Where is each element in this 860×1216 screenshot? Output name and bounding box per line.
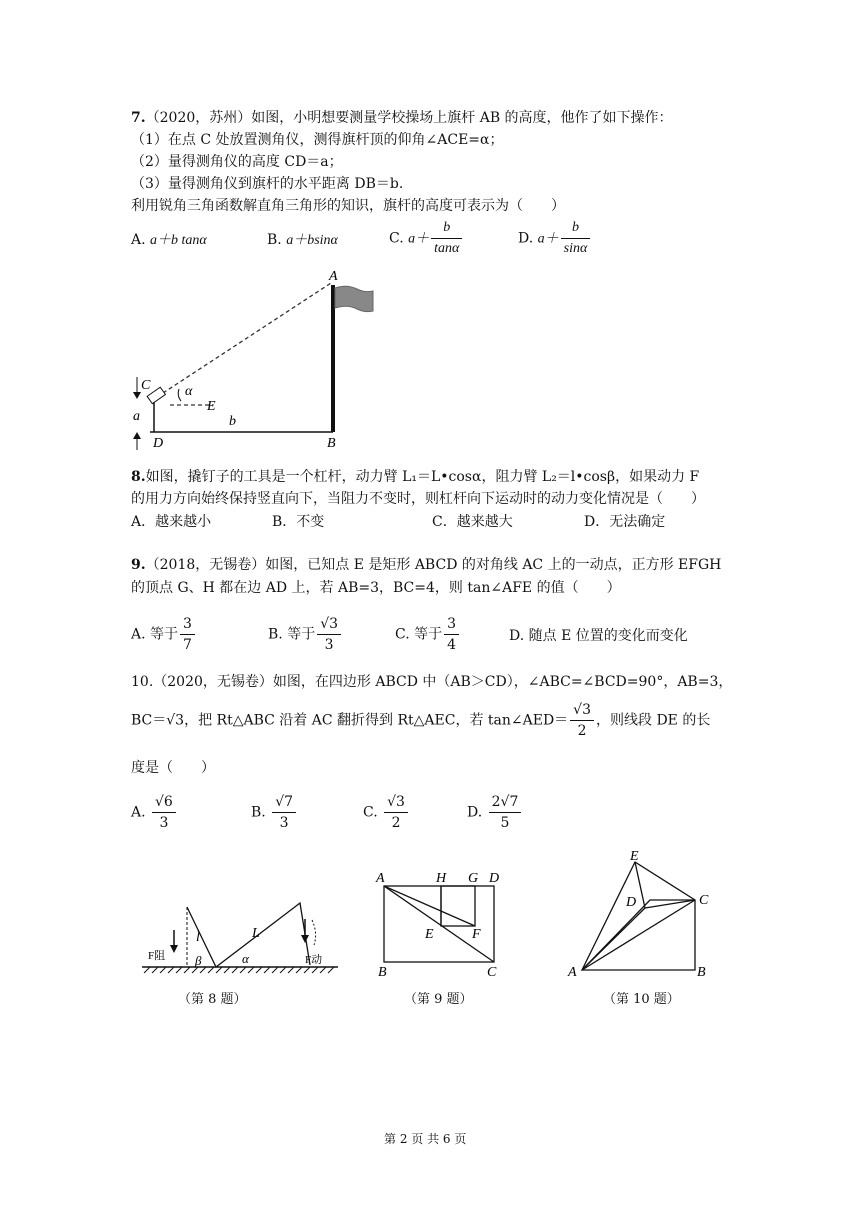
q8-stem: 如图，撬钉子的工具是一个杠杆，动力臂 L₁＝L•cosα，阻力臂 L₂＝l•cosβ，如果动力 F (145, 469, 700, 485)
q9-label-e: E (425, 927, 434, 942)
q10-label-a: A (568, 965, 577, 980)
q7-line3: （2）量得测角仪的高度 CD＝a； (131, 154, 343, 170)
q9-label-g: G (468, 871, 479, 886)
q9-label-a: A (376, 871, 385, 886)
q9-figure-caption: （第 9 题） (404, 992, 473, 1007)
q7-number: 7. (131, 110, 146, 126)
q8-option-b: B．不变 (272, 514, 325, 530)
q9-option-c: C. 等于 $\frac{3}{4}$ (395, 614, 461, 655)
q7-label-a: A (329, 269, 338, 284)
q9-label-h: H (436, 871, 447, 886)
q10-option-d: D. $\frac{2√7}{5}$ (467, 792, 523, 833)
q8-label-alpha: α (242, 951, 249, 966)
q9-number: 9. (131, 557, 146, 573)
q7-label-d: D (153, 436, 164, 450)
q7-line4: （3）量得测角仪到旗杆的水平距离 DB＝b. (131, 176, 404, 192)
q10-figure (560, 848, 720, 982)
q8-label-big-l: L (252, 926, 260, 941)
q9-label-d: D (489, 871, 500, 886)
q8-label-f-power: F动 (305, 954, 323, 966)
q8-label-f-resist: F阻 (148, 950, 166, 962)
q10-label-e: E (630, 849, 639, 864)
q7-option-d: D. a＋ $\frac{b}{\sin\alpha}$ (518, 218, 592, 259)
q8-figure-caption: （第 8 题） (178, 992, 247, 1007)
q10-figure-caption: （第 10 题） (603, 992, 680, 1007)
q9-line1 (131, 555, 721, 575)
q10-line3: 度是（ ） (131, 760, 215, 776)
q10-label-c: C (699, 893, 709, 908)
q9-stem: （2018，无锡卷）如图，已知点 E 是矩形 ABCD 的对角线 AC 上的一动点，正方形 EFGH (145, 557, 722, 573)
q7-label-e: E (207, 399, 216, 414)
q7-line5: 利用锐角三角函数解直角三角形的知识，旗杆的高度可表示为（ ） (131, 198, 565, 214)
q9-line2: 的顶点 G、H 都在边 AD 上，若 AB=3，BC=4，则 tan∠AFE 的值（ ） (131, 580, 621, 596)
q9-option-b: B. 等于 $\frac{√3}{3}$ (268, 614, 343, 655)
q9-label-b: B (378, 965, 387, 980)
q9-figure (372, 862, 522, 982)
q10-option-b: B. $\frac{√7}{3}$ (251, 792, 298, 833)
q9-option-a: A. 等于 $\frac{3}{7}$ (131, 614, 197, 655)
q7-label-alpha: α (185, 384, 193, 399)
page-footer: 第 2 页 共 6 页 (384, 1132, 467, 1146)
q9-option-d: D. 随点 E 位置的变化而变化 (509, 628, 688, 644)
q8-line1 (131, 467, 699, 487)
q7-label-b: B (327, 436, 336, 450)
q7-option-b: B. a＋bsinα (267, 232, 338, 248)
q7-line1 (131, 108, 673, 128)
q10-line2: BC＝√3，把 Rt△ABC 沿着 AC 翻折得到 Rt△AEC，若 tan∠AED＝ $\frac{√3}{2}$ ，则线段 DE 的长 (131, 702, 711, 739)
q10-option-a: A. $\frac{√6}{3}$ (131, 792, 178, 833)
q7-stem: （2020，苏州）如图，小明想要测量学校操场上旗杆 AB 的高度，他作了如下操作： (145, 110, 673, 126)
q7-label-c: C (141, 378, 151, 393)
q8-option-a: A．越来越小 (131, 514, 212, 530)
q7-label-b-distance: b (229, 414, 236, 429)
q7-line2: （1）在点 C 处放置测角仪，测得旗杆顶的仰角∠ACE=α； (131, 132, 504, 148)
q10-option-c: C. $\frac{√3}{2}$ (363, 792, 410, 833)
q7-label-a-height: a (133, 409, 140, 424)
q7-option-a: A. a＋b tanα (131, 232, 207, 248)
q8-option-d: D．无法确定 (584, 514, 666, 530)
q8-figure (140, 885, 340, 980)
q10-line1: 10.（2020，无锡卷）如图，在四边形 ABCD 中（AB＞CD），∠ABC=∠BCD=90°，AB=3， (131, 674, 733, 690)
q9-label-f: F (472, 927, 481, 942)
q7-figure (125, 265, 385, 450)
q8-line2: 的用力方向始终保持竖直向下，当阻力不变时，则杠杆向下运动时的动力变化情况是（ ） (131, 491, 705, 507)
q8-option-c: C．越来越大 (432, 514, 513, 530)
q8-label-l: l (196, 930, 200, 945)
q8-number: 8. (131, 469, 146, 485)
q7-option-c: C. a＋ $\frac{b}{\tan\alpha}$ (389, 218, 464, 259)
q8-label-beta: β (195, 953, 202, 968)
q10-label-d: D (626, 895, 637, 910)
q9-label-c: C (487, 965, 497, 980)
q10-label-b: B (697, 965, 706, 980)
